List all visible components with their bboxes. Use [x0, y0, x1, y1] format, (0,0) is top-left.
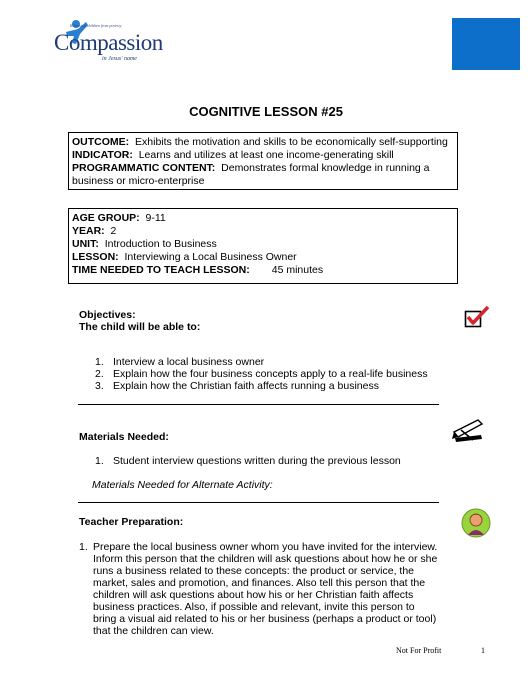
- programmatic-value-cont: business or micro-enterprise: [72, 175, 205, 187]
- age-group-value: 9-11: [145, 212, 166, 224]
- unit-value: Introduction to Business: [104, 238, 217, 250]
- unit-label: UNIT:: [72, 238, 99, 250]
- compassion-logo: [52, 18, 164, 66]
- teacher-prep-heading: Teacher Preparation:: [79, 516, 184, 528]
- page-number: 1: [481, 646, 485, 655]
- outcome-box: [68, 132, 458, 190]
- logo-wordmark: Compassion: [54, 30, 163, 55]
- teacher-prep-line: bring a visual aid related to his or her business (perhaps a product or tool): [93, 613, 437, 625]
- objectives-heading: Objectives:: [79, 309, 136, 321]
- list-item: 2. Explain how the four business concepts apply to a real-life business: [95, 368, 428, 380]
- objectives-heading-block: [79, 309, 200, 333]
- time-label: TIME NEEDED TO TEACH LESSON:: [72, 264, 250, 276]
- indicator-label: INDICATOR:: [72, 149, 133, 161]
- indicator-value: Learns and utilizes at least one income-generating skill: [138, 149, 394, 161]
- materials-list: [95, 455, 401, 467]
- pencil-ruler-icon: [451, 418, 487, 444]
- teacher-prep-line: Prepare the local business owner whom you have invited for the interview.: [93, 541, 438, 553]
- teacher-prep-item: [79, 541, 441, 637]
- alternate-materials: Materials Needed for Alternate Activity:: [92, 479, 273, 491]
- programmatic-label: PROGRAMMATIC CONTENT:: [72, 162, 216, 174]
- teacher-prep-line: that the children can view.: [93, 625, 214, 637]
- list-item: 3. Explain how the Christian faith affects running a business: [95, 380, 379, 392]
- teacher-prep-line: Inform this person that the children will ask questions about how he or she: [93, 553, 438, 565]
- teacher-face-icon: [461, 507, 491, 539]
- outcome-label: OUTCOME:: [72, 136, 130, 148]
- teacher-prep-line: market, sales and promotion, and finances. Also tell this person that the: [93, 577, 426, 589]
- lesson-value: Interviewing a Local Business Owner: [124, 251, 297, 263]
- divider: [78, 502, 439, 503]
- divider: [78, 404, 439, 405]
- age-group-label: AGE GROUP:: [72, 212, 140, 224]
- blue-color-block: [452, 18, 520, 70]
- logo-subtitle: in Jesus' name: [102, 56, 137, 62]
- footer-note: Not For Profit: [396, 646, 442, 655]
- logo-tagline: Releasing children from poverty: [70, 23, 122, 28]
- lesson-label: LESSON:: [72, 251, 119, 263]
- year-label: YEAR:: [72, 225, 105, 237]
- teacher-prep-line: children will ask questions about how his or her Christian faith affects: [93, 589, 414, 601]
- objectives-subheading: The child will be able to:: [79, 321, 201, 333]
- teacher-prep-line: runs a business related to these concepts: the product or service, the: [93, 565, 415, 577]
- objectives-list: [95, 356, 428, 392]
- time-value: 45 minutes: [271, 264, 324, 276]
- outcome-value: Exhibits the motivation and skills to be economically self-supporting: [135, 136, 448, 148]
- teacher-prep-line: business practices. Also, if possible and relevant, invite this person to: [93, 601, 415, 613]
- year-value: 2: [110, 225, 117, 237]
- lesson-info-box: [68, 208, 458, 284]
- teacher-prep-number: 1.: [79, 541, 88, 553]
- list-item: 1. Student interview questions written during the previous lesson: [95, 455, 401, 467]
- materials-heading: Materials Needed:: [79, 431, 169, 443]
- page-title: COGNITIVE LESSON #25: [189, 104, 343, 119]
- programmatic-value: Demonstrates formal knowledge in running a: [221, 162, 430, 174]
- checkbox-check-icon: [464, 305, 490, 329]
- list-item: 1. Interview a local business owner: [95, 356, 265, 368]
